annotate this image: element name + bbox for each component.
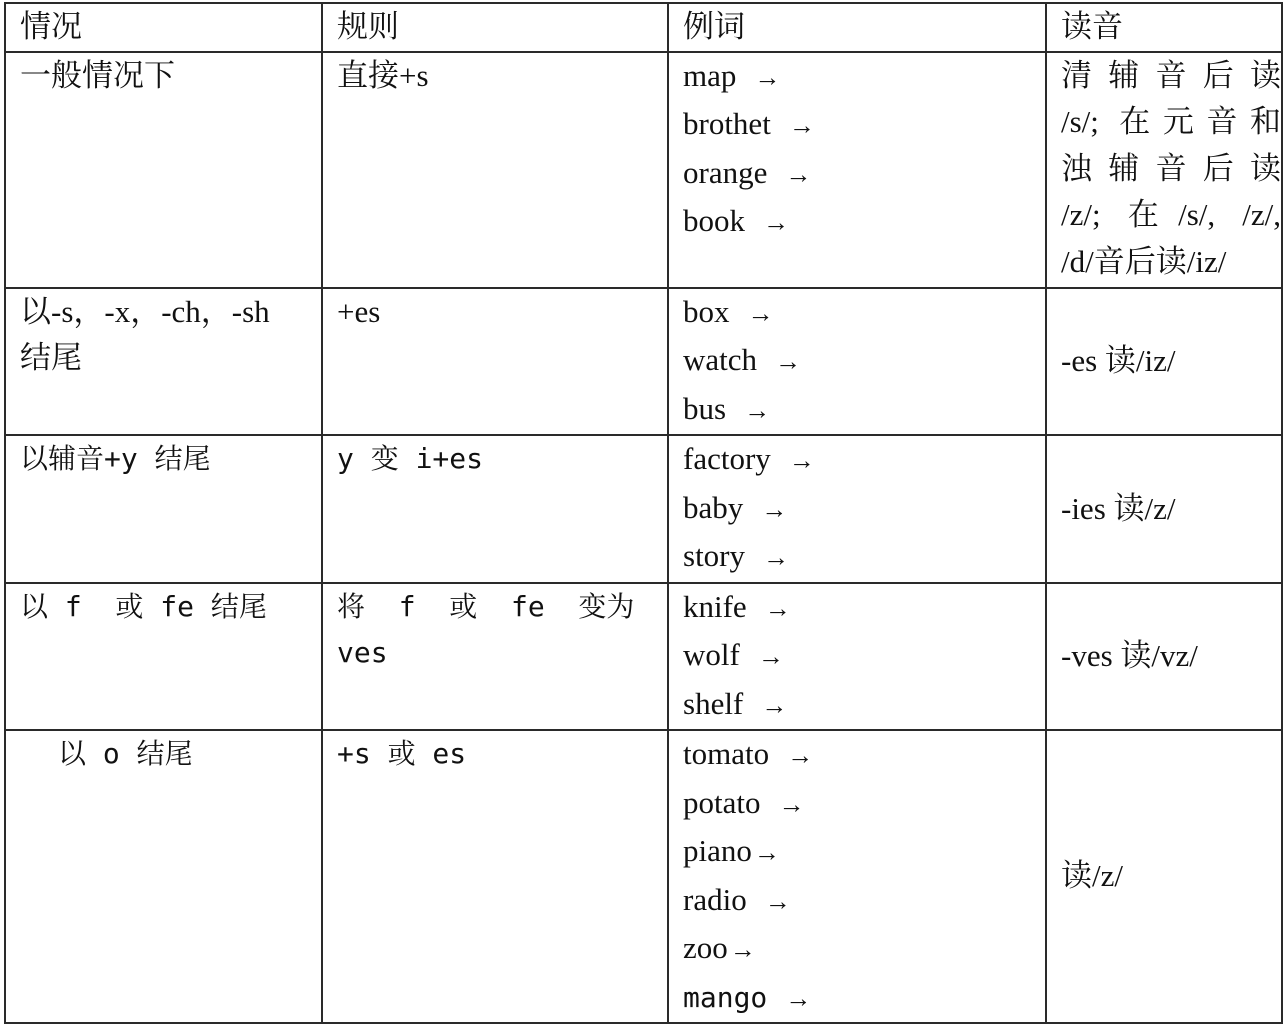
example-word: [683, 828, 1045, 877]
table-row: [5, 730, 1282, 1023]
pronunciation-line: /z/; 在/s/, /z/,: [1061, 197, 1281, 232]
rule-cell: [322, 288, 668, 436]
header-rule: 规则: [322, 3, 668, 52]
example-word-text: watch: [683, 342, 758, 377]
example-word: [683, 925, 1045, 974]
pronunciation-line: -ies 读/z/: [1061, 490, 1176, 526]
example-word: [683, 386, 1045, 435]
example-word: [683, 780, 1045, 829]
examples-cell: [668, 730, 1046, 1023]
arrow-icon: →: [788, 111, 815, 140]
header-situation: 情况: [5, 3, 322, 52]
situation-text: 以 f 或 fe 结尾: [20, 589, 267, 623]
example-word-text: map: [683, 57, 737, 93]
rule-cell: [322, 435, 668, 583]
example-word-text: mango: [683, 980, 768, 1014]
example-word-text: potato: [683, 784, 761, 820]
arrow-icon: →: [747, 298, 774, 328]
example-word: [683, 289, 1045, 338]
header-row: [5, 3, 1282, 52]
pronunciation-cell: [1046, 583, 1282, 731]
table-row: [5, 52, 1282, 288]
example-word-text: factory: [683, 441, 771, 476]
arrow-icon: →: [787, 741, 814, 770]
situation-cell: [5, 52, 322, 288]
example-word: [683, 150, 1045, 199]
rule-text: +es: [337, 293, 381, 329]
header-pronunciation: 读音: [1046, 3, 1282, 52]
example-word: [683, 632, 1045, 681]
arrow-icon: →: [729, 935, 756, 964]
example-word: [683, 584, 1045, 633]
example-word: [683, 53, 1045, 102]
situation-cell: [5, 583, 322, 731]
situation-cell: [5, 435, 322, 583]
examples-cell: [668, 288, 1046, 436]
arrow-icon: →: [753, 838, 780, 867]
example-word-text: radio: [683, 881, 747, 917]
pronunciation-cell: [1046, 730, 1282, 1023]
pronunciation-line: 清辅音后读: [1061, 57, 1281, 93]
situation-cell: [5, 288, 322, 436]
rule-text: 将 f 或 fe 变为: [337, 589, 635, 623]
example-word: [683, 337, 1045, 386]
rule-cell: [322, 583, 668, 731]
arrow-icon: →: [775, 347, 802, 376]
rule-text: y 变 i+es: [337, 442, 484, 475]
pronunciation-line: 浊辅音后读: [1061, 150, 1281, 186]
example-word-text: piano: [683, 833, 752, 868]
situation-text: 一般情况下: [20, 57, 175, 93]
rule-text: +s 或 es: [337, 737, 467, 770]
example-word: [683, 198, 1045, 247]
pronunciation-line: /s/; 在元音和: [1061, 104, 1281, 139]
rule-text: ves: [337, 636, 388, 669]
example-word: [683, 681, 1045, 730]
example-word-text: wolf: [683, 637, 740, 672]
example-word: [683, 436, 1045, 485]
example-word-text: book: [683, 203, 745, 238]
examples-cell: [668, 435, 1046, 583]
arrow-icon: →: [785, 159, 812, 189]
example-word-text: bus: [683, 390, 727, 426]
example-word: [683, 533, 1045, 582]
example-word-text: story: [683, 538, 745, 573]
situation-text: 以 o 结尾: [58, 737, 193, 770]
pronunciation-cell: [1046, 288, 1282, 436]
arrow-icon: →: [754, 62, 781, 92]
arrow-icon: →: [761, 494, 788, 524]
pronunciation-line: -ves 读/vz/: [1061, 638, 1198, 673]
header-examples: 例词: [668, 3, 1046, 52]
situation-cell: [5, 730, 322, 1023]
example-word-text: zoo: [683, 930, 728, 965]
rule-cell: [322, 730, 668, 1023]
situation-text: 以辅音+y 结尾: [20, 442, 211, 475]
example-word-text: knife: [683, 588, 747, 624]
arrow-icon: →: [764, 886, 791, 916]
example-word: [683, 485, 1045, 534]
rule-text: 直接+s: [337, 57, 429, 93]
example-word-text: tomato: [683, 736, 770, 771]
arrow-icon: →: [744, 395, 771, 425]
situation-text: 以-s，-x，-ch，-sh: [20, 293, 270, 329]
example-word-text: brothet: [683, 106, 771, 141]
table-row: [5, 435, 1282, 583]
arrow-icon: →: [764, 593, 791, 623]
arrow-icon: →: [763, 208, 789, 237]
arrow-icon: →: [788, 446, 815, 475]
situation-text: 结尾: [20, 340, 82, 375]
example-word: [683, 731, 1045, 780]
example-word-text: shelf: [683, 685, 744, 721]
pronunciation-line: 读/z/: [1061, 858, 1123, 894]
example-word-text: orange: [683, 154, 768, 190]
example-word-text: baby: [683, 489, 744, 525]
rule-cell: [322, 52, 668, 288]
table-row: [5, 583, 1282, 731]
pronunciation-line: -es 读/iz/: [1061, 343, 1176, 378]
examples-cell: [668, 583, 1046, 731]
example-word-text: box: [683, 293, 730, 329]
examples-cell: [668, 52, 1046, 288]
pronunciation-cell: [1046, 52, 1282, 288]
example-word: [683, 877, 1045, 926]
arrow-icon: →: [761, 690, 788, 720]
arrow-icon: →: [778, 789, 805, 819]
plural-rules-table: [4, 2, 1283, 1024]
table-row: [5, 288, 1282, 436]
arrow-icon: →: [757, 642, 784, 671]
pronunciation-cell: [1046, 435, 1282, 583]
arrow-icon: →: [763, 543, 789, 572]
example-word: [683, 101, 1045, 150]
arrow-icon: →: [785, 983, 812, 1013]
pronunciation-line: /d/音后读/iz/: [1061, 243, 1227, 279]
